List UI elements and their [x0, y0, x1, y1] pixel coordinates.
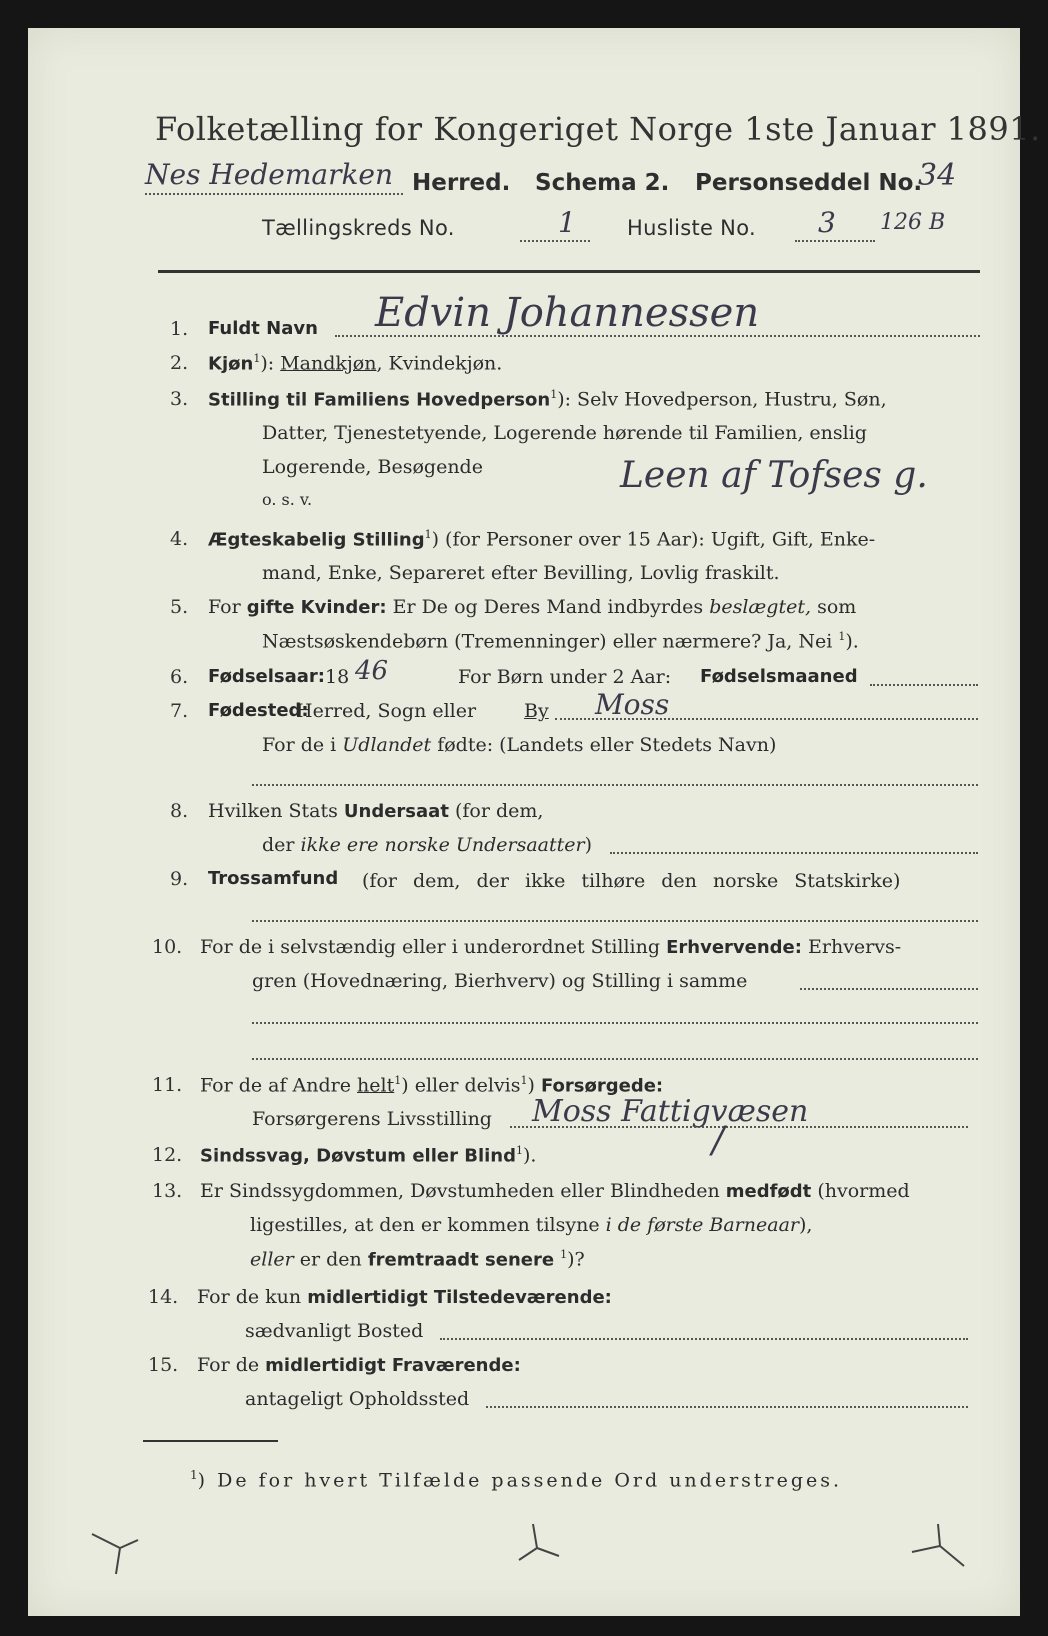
q12-text: [200, 1144, 536, 1166]
q3-sup: 1: [550, 388, 558, 401]
q4-line1: [208, 528, 875, 550]
q12-end: ).: [522, 1144, 537, 1167]
q5-line2: [262, 630, 859, 652]
q13-line3-italic: eller: [250, 1248, 294, 1271]
q13-line2-b: ),: [799, 1214, 813, 1236]
q11-line: [510, 1126, 968, 1128]
q7-answer: Moss: [595, 688, 670, 721]
q8-line2-italic: ikke ere norske Undersaatter: [300, 834, 585, 856]
q5-line2-text: Næstsøskendebørn (Tremenninger) eller nærmere? Ja, Nei: [262, 630, 833, 653]
q10-blank-line-1: [252, 1022, 978, 1024]
q2-rest: ):: [260, 352, 275, 375]
q4-number: 4.: [170, 528, 189, 550]
q3-label: Stilling til Familiens Hovedperson: [208, 389, 551, 411]
q11-label: Forsørgede:: [540, 1075, 664, 1097]
q8-line1-a: Hvilken Stats: [208, 800, 338, 822]
q15-line2: antageligt Opholdssted: [245, 1388, 470, 1410]
q15-label: midlertidigt Fraværende:: [265, 1355, 521, 1376]
herred-line: [145, 193, 403, 195]
q11-number: 11.: [152, 1074, 183, 1096]
husliste-number: 3: [818, 206, 836, 239]
q10-blank-line-2: [252, 1058, 978, 1060]
q10-number: 10.: [152, 936, 183, 958]
footnote: [190, 1468, 842, 1491]
q13-line1-b: (hvormed: [817, 1180, 910, 1202]
q11-line1-a: For de af Andre: [200, 1074, 351, 1097]
census-form-sheet: [28, 28, 1020, 1616]
q5-line1-text: Er De og Deres Mand indbyrdes: [392, 596, 704, 618]
q9-line1: (for dem, der ikke tilhøre den norske Statskirke): [362, 870, 901, 892]
q13-label2: fremtraadt senere: [367, 1249, 555, 1271]
q14-line: [440, 1338, 968, 1340]
q13-line1-a: Er Sindssygdommen, Døvstumheden eller Blindheden: [200, 1180, 720, 1202]
q15-line: [486, 1406, 968, 1408]
q3-line1: [208, 388, 887, 410]
q14-line1-a: For de kun: [197, 1286, 302, 1308]
q10-line: [800, 988, 978, 990]
q11-line1-b: ) eller delvis: [401, 1074, 521, 1097]
q13-line3: [250, 1248, 585, 1270]
q4-sup: 1: [424, 528, 432, 541]
q11-line2: Forsørgerens Livsstilling: [252, 1108, 492, 1130]
q8-line1: [208, 800, 543, 822]
q11-answer: Moss Fattigvæsen: [532, 1094, 809, 1129]
q10-line1-b: Erhvervs-: [808, 936, 902, 958]
q8-line2: [262, 834, 592, 856]
q11-sup-1: 1: [394, 1074, 402, 1087]
q10-line2: gren (Hovednæring, Bierhverv) og Stilling i samme: [252, 970, 748, 992]
q13-label: medfødt: [725, 1181, 812, 1202]
q8-number: 8.: [170, 800, 189, 822]
q14-label: midlertidigt Tilstedeværende:: [307, 1287, 612, 1308]
q5-pre: For: [208, 596, 241, 618]
q7-line1: Herred, Sogn eller: [296, 700, 477, 722]
q14-number: 14.: [148, 1286, 179, 1308]
footnote-sup: 1: [190, 1468, 198, 1482]
header-rule: [158, 270, 980, 273]
q5-line1-italic: beslægtet,: [709, 596, 812, 618]
q13-line3-b: )?: [567, 1248, 585, 1271]
q7-line2-a: For de i: [262, 734, 337, 756]
q1-number: 1.: [170, 318, 189, 340]
q15-line1: [197, 1354, 521, 1376]
q5-line2-end: ).: [845, 630, 859, 653]
q2-number: 2.: [170, 352, 189, 374]
q11-line1-c: ): [527, 1074, 535, 1097]
q7-label: Fødested:: [208, 700, 309, 721]
q15-number: 15.: [148, 1354, 179, 1376]
q14-line1: [197, 1286, 612, 1308]
q8-line2-a: der: [262, 834, 295, 856]
q2-option-kvindekjon: , Kvindekjøn.: [376, 352, 503, 375]
q7-line2-italic: Udlandet: [342, 734, 432, 756]
footnote-text: ) De for hvert Tilfælde passende Ord understreges.: [197, 1469, 843, 1492]
q3-line3: Logerende, Besøgende: [262, 456, 483, 478]
q12-number: 12.: [152, 1144, 183, 1166]
q8-line2-b: ): [584, 834, 593, 856]
q15-line1-a: For de: [197, 1354, 260, 1376]
q4-label: Ægteskabelig Stilling: [208, 529, 425, 551]
q3-answer: Leen af Tofses g.: [620, 455, 928, 496]
q2-sup: 1: [253, 352, 261, 365]
husliste-line: [795, 240, 875, 242]
q2-label: Kjøn: [208, 353, 254, 375]
q7-option-by: By: [524, 700, 549, 722]
q7-line2: [262, 734, 776, 756]
q3-line1-text: ): Selv Hovedperson, Hustru, Søn,: [557, 388, 887, 411]
q8-line1-b: (for dem,: [454, 800, 544, 822]
q3-number: 3.: [170, 388, 189, 410]
personseddel-label: Personseddel No.: [695, 170, 923, 196]
form-title: Folketælling for Kongeriget Norge 1ste Januar 1891.: [155, 110, 1041, 148]
corner-mark-right: [908, 1520, 968, 1570]
q5-label: gifte Kvinder:: [246, 597, 387, 618]
q8-line: [610, 852, 978, 854]
q13-number: 13.: [152, 1180, 183, 1202]
herred-label: Herred.: [412, 170, 511, 196]
corner-mark-left: [90, 1530, 150, 1580]
q12-answer-mark: /: [712, 1120, 725, 1161]
kreds-line: [520, 240, 590, 242]
footnote-rule: [143, 1440, 278, 1442]
q3-line4: o. s. v.: [262, 490, 313, 509]
husliste-label: Husliste No.: [627, 216, 756, 240]
q6-mid: For Børn under 2 Aar:: [458, 666, 672, 688]
q13-line2-italic: i de første Barneaar: [605, 1214, 799, 1236]
q10-line1: [200, 936, 901, 958]
q7-line2-b: fødte: (Landets eller Stedets Navn): [437, 734, 777, 756]
q8-label: Undersaat: [343, 801, 449, 822]
q6-label2: Fødselsmaaned: [700, 666, 858, 687]
q11-option-helt: helt: [357, 1074, 395, 1097]
husliste-extra: 126 B: [880, 210, 946, 235]
q9-blank-line: [252, 920, 978, 922]
q6-number: 6.: [170, 666, 189, 688]
q5-line1-end: som: [817, 596, 857, 618]
kreds-label: Tællingskreds No.: [262, 216, 455, 240]
q2-text: [208, 352, 502, 374]
q1-line: [335, 335, 980, 337]
kreds-number: 1: [558, 206, 576, 239]
q11-sup-2: 1: [520, 1074, 528, 1087]
q6-prefix: 18: [325, 666, 350, 688]
q7-number: 7.: [170, 700, 189, 722]
q6-line: [870, 684, 978, 686]
q13-line2-a: ligestilles, at den er kommen tilsyne: [250, 1214, 600, 1236]
q9-label: Trossamfund: [208, 868, 339, 889]
q13-sup: 1: [560, 1248, 568, 1261]
q2-option-mandkjon: Mandkjøn: [280, 352, 377, 375]
q1-answer-name: Edvin Johannessen: [375, 290, 760, 336]
q10-line1-a: For de i selvstændig eller i underordnet Stilling: [200, 936, 661, 958]
q5-line1: [208, 596, 856, 618]
q9-number: 9.: [170, 868, 189, 890]
q5-number: 5.: [170, 596, 189, 618]
q1-label: Fuldt Navn: [208, 318, 318, 339]
q13-line2: [250, 1214, 812, 1236]
q6-label: Fødselsaar:: [208, 666, 325, 687]
q14-line2: sædvanligt Bosted: [245, 1320, 424, 1342]
personseddel-number: 34: [918, 158, 957, 193]
q5-sup: 1: [838, 630, 846, 643]
q4-line1-text: ) (for Personer over 15 Aar): Ugift, Gift, Enke-: [431, 528, 876, 551]
q10-label: Erhvervende:: [666, 937, 802, 958]
q6-answer-year: 46: [355, 656, 389, 686]
q13-line1: [200, 1180, 910, 1202]
q7-blank-line: [252, 784, 978, 786]
herred-handwritten: Nes Hedemarken: [145, 158, 394, 191]
q13-line3-a: er den: [299, 1248, 362, 1271]
schema-label: Schema 2.: [535, 170, 670, 196]
q11-line1: [200, 1074, 663, 1096]
q12-sup: 1: [515, 1144, 523, 1157]
corner-mark-center: [515, 1520, 565, 1570]
q7-line: [555, 718, 978, 720]
q3-line2: Datter, Tjenestetyende, Logerende hørende til Familien, enslig: [262, 422, 867, 444]
q12-label: Sindssvag, Døvstum eller Blind: [200, 1145, 516, 1167]
q4-line2: mand, Enke, Separeret efter Bevilling, Lovlig fraskilt.: [262, 562, 780, 584]
